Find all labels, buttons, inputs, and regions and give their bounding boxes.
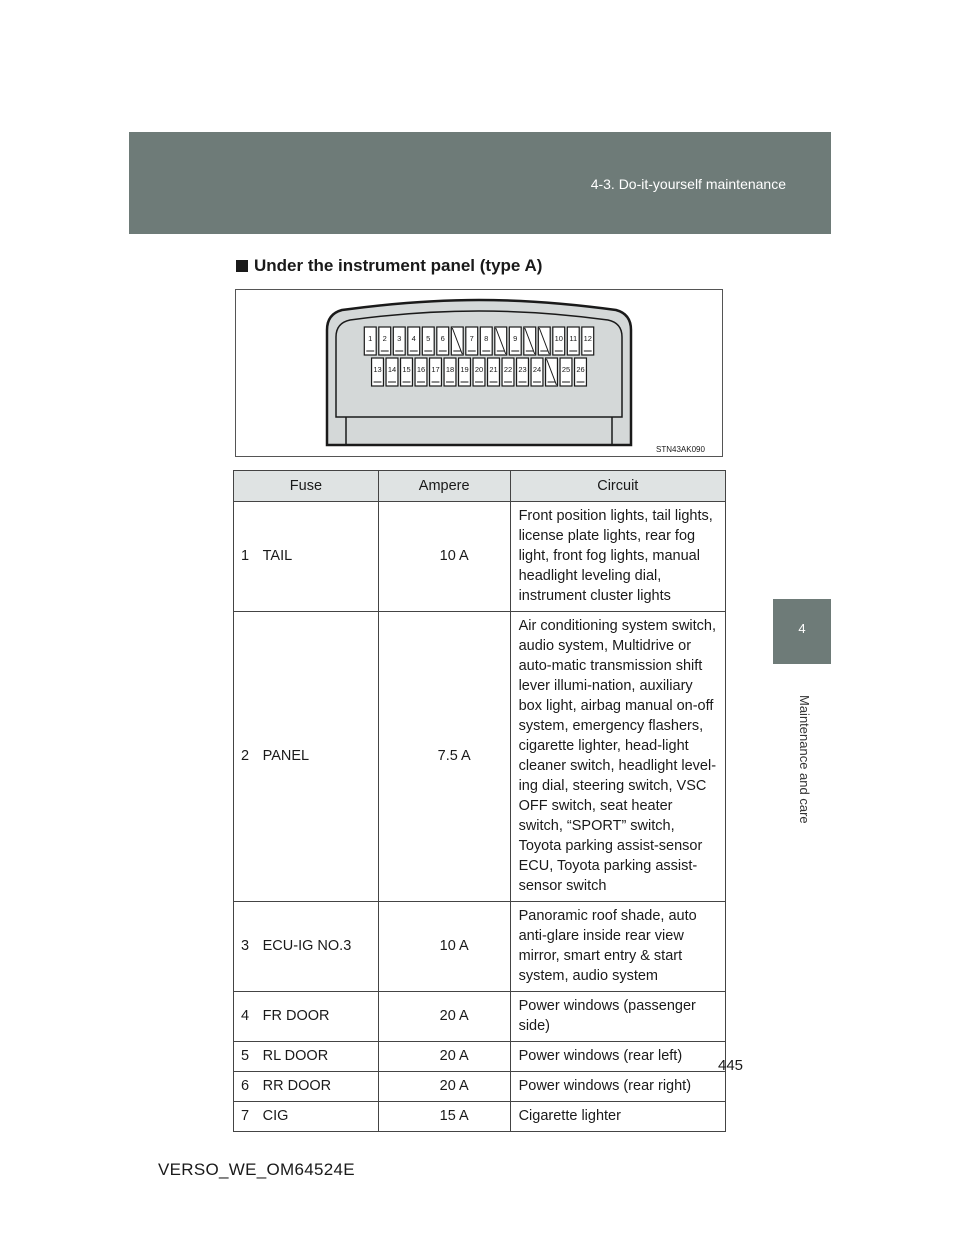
fuse-name: TAIL: [255, 502, 379, 612]
header-fuse: Fuse: [234, 471, 379, 502]
fuse-ampere: 10 A: [378, 502, 510, 612]
chapter-tab: [773, 599, 831, 664]
fuse-name: RR DOOR: [255, 1072, 379, 1102]
bottom-row-fuse-label: 13: [373, 365, 382, 374]
fuse-ampere: 20 A: [378, 1072, 510, 1102]
top-row-fuse-label: 1: [368, 334, 373, 343]
top-row-fuse-label: 8: [484, 334, 489, 343]
square-bullet-icon: [236, 260, 248, 272]
fuse-name: PANEL: [255, 612, 379, 902]
fuse-name: RL DOOR: [255, 1042, 379, 1072]
fuse-number: 1: [234, 502, 255, 612]
top-row-fuse-label: 12: [583, 334, 592, 343]
fuse-number: 6: [234, 1072, 255, 1102]
bottom-row-fuse-label: 19: [460, 365, 469, 374]
bottom-row-fuse-label: 24: [532, 365, 542, 374]
chapter-section-title: 4-3. Do-it-yourself maintenance: [590, 176, 786, 192]
fuse-number: 4: [234, 992, 255, 1042]
fuse-box-diagram: [235, 289, 723, 457]
table-row: [234, 992, 726, 1042]
fuse-number: 3: [234, 902, 255, 992]
chapter-header: [129, 132, 831, 234]
fuse-circuit: Panoramic roof shade, auto anti-glare inside rear view mirror, smart entry & start system, audio system: [510, 902, 725, 992]
bottom-row-fuse-label: 25: [561, 365, 571, 374]
fuse-number: 2: [234, 612, 255, 902]
fuse-circuit: Cigarette lighter: [510, 1102, 725, 1132]
page-number: 445: [718, 1057, 744, 1074]
chapter-label: Maintenance and care: [797, 695, 812, 824]
bottom-row-fuse-label: 23: [518, 365, 527, 374]
bottom-row-fuse-label: 18: [445, 365, 455, 374]
table-header-row: [234, 471, 726, 502]
chapter-number: 4: [798, 621, 806, 636]
bottom-row-fuse-label: 22: [503, 365, 513, 374]
fuse-circuit: Power windows (rear left): [510, 1042, 725, 1072]
table-row: [234, 612, 726, 902]
bottom-row-fuse-label: 21: [489, 365, 498, 374]
bottom-row-fuse-label: 20: [474, 365, 484, 374]
bottom-row-fuse-label: 15: [402, 365, 411, 374]
fuse-circuit: Power windows (rear right): [510, 1072, 725, 1102]
fuse-ampere: 10 A: [378, 902, 510, 992]
document-code: VERSO_WE_OM64524E: [158, 1160, 355, 1179]
fuse-ampere: 15 A: [378, 1102, 510, 1132]
fuse-box-illustration: [236, 290, 722, 456]
section-heading-text: Under the instrument panel (type A): [254, 256, 543, 275]
table-row: [234, 502, 726, 612]
top-row-fuse-label: 11: [569, 334, 578, 343]
top-row-fuse-label: 6: [440, 334, 445, 343]
fuse-circuit: Air conditioning system switch, audio system, Multidrive or auto-matic transmission shift lever illumi-nation, auxiliary box light, airbag manual on-off system, emergency flashers, cigarette lighter, head-light cleaner switch, headlight level-ing dial, steering switch, VSC OFF switch, seat heater switch, “SPORT” switch, Toyota parking assist-sensor ECU, Toyota parking assist-sensor switch: [510, 612, 725, 902]
fuse-circuit: Power windows (passenger side): [510, 992, 725, 1042]
top-row-fuse-label: 5: [426, 334, 431, 343]
fuse-name: FR DOOR: [255, 992, 379, 1042]
fuse-table: [233, 470, 726, 1132]
top-row-fuse-label: 2: [382, 334, 387, 343]
top-row-fuse-label: 7: [469, 334, 474, 343]
diagram-code: STN43AK090: [656, 445, 705, 454]
fuse-ampere: 7.5 A: [378, 612, 510, 902]
bottom-row-fuse-label: 14: [387, 365, 397, 374]
table-row: [234, 1042, 726, 1072]
fuse-ampere: 20 A: [378, 1042, 510, 1072]
top-row-fuse-label: 4: [411, 334, 416, 343]
fuse-number: 5: [234, 1042, 255, 1072]
fuse-name: ECU-IG NO.3: [255, 902, 379, 992]
table-row: [234, 1102, 726, 1132]
bottom-row-fuse-label: 17: [431, 365, 440, 374]
header-ampere: Ampere: [378, 471, 510, 502]
fuse-name: CIG: [255, 1102, 379, 1132]
fuse-circuit: Front position lights, tail lights, license plate lights, rear fog light, front fog lights, manual headlight leveling dial, instrument cluster lights: [510, 502, 725, 612]
top-row-fuse-label: 10: [554, 334, 563, 343]
table-row: [234, 1072, 726, 1102]
header-circuit: Circuit: [510, 471, 725, 502]
top-row-fuse-label: 9: [513, 334, 518, 343]
fuse-ampere: 20 A: [378, 992, 510, 1042]
top-row-fuse-label: 3: [397, 334, 402, 343]
bottom-row-fuse-label: 26: [576, 365, 585, 374]
table-row: [234, 902, 726, 992]
bottom-row-fuse-label: 16: [416, 365, 426, 374]
section-heading: [236, 256, 542, 276]
fuse-number: 7: [234, 1102, 255, 1132]
